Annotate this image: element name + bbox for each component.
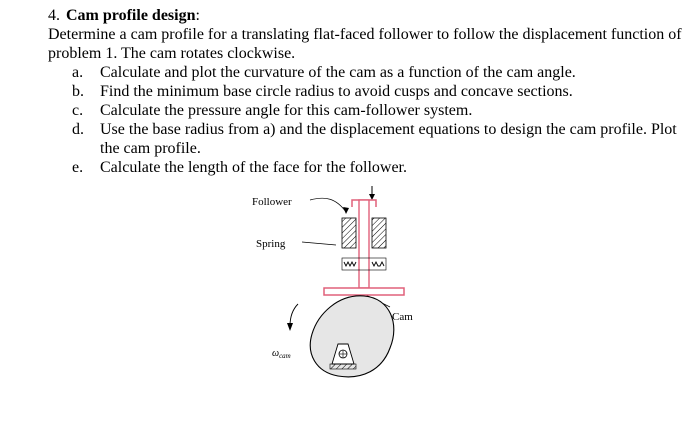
problem-title-colon: : (195, 7, 200, 24)
task-list (48, 63, 688, 177)
task-text: Find the minimum base circle radius to avoid cusps and concave sections. (100, 83, 573, 100)
follower-leader-line (310, 198, 346, 212)
problem-number: 4. (48, 7, 60, 24)
task-item-e (48, 158, 688, 177)
task-marker: a. (72, 64, 84, 81)
omega-symbol: ω (272, 348, 280, 359)
spring-label: Spring (256, 238, 286, 250)
task-item-d (48, 120, 688, 158)
spring-coils-left (344, 262, 356, 266)
task-text: Calculate and plot the curvature of the cam as a function of the cam angle. (100, 64, 576, 81)
problem-title: Cam profile design (66, 7, 196, 24)
problem-intro: Determine a cam profile for a translating flat-faced follower to follow the displacement function of problem 1. The cam rotates clockwise. (48, 26, 682, 62)
follower-stem (359, 200, 369, 288)
task-text: Calculate the pressure angle for this cam-follower system. (100, 102, 473, 119)
omega-subscript: cam (279, 352, 291, 360)
task-item-a (48, 63, 688, 82)
cam-pivot-ground (330, 364, 356, 369)
rotation-arrowhead (287, 323, 293, 331)
task-marker: d. (72, 121, 84, 138)
cam-follower-diagram (240, 182, 440, 394)
omega-cam-label (272, 348, 291, 360)
cam-label: Cam (392, 311, 413, 323)
cam-follower-figure (240, 182, 440, 394)
follower-label: Follower (252, 196, 292, 208)
problem-document (48, 6, 688, 177)
problem-heading (48, 6, 688, 25)
task-item-c (48, 101, 688, 120)
task-item-b (48, 82, 688, 101)
spring-coils-right (372, 262, 384, 266)
motion-arrowhead (369, 194, 375, 200)
follower-flat-face (324, 288, 404, 295)
spring-leader-line (302, 242, 336, 245)
rotation-arrow (290, 304, 298, 326)
task-marker: e. (72, 159, 84, 176)
task-marker: b. (72, 83, 84, 100)
bearing-block-left (342, 218, 356, 248)
bearing-block-right (372, 218, 386, 248)
follower-leader-arrowhead (343, 207, 349, 214)
task-text: Use the base radius from a) and the displacement equations to design the cam profile. Plot the cam profile. (100, 121, 677, 157)
task-marker: c. (72, 102, 84, 119)
task-text: Calculate the length of the face for the follower. (100, 159, 407, 176)
